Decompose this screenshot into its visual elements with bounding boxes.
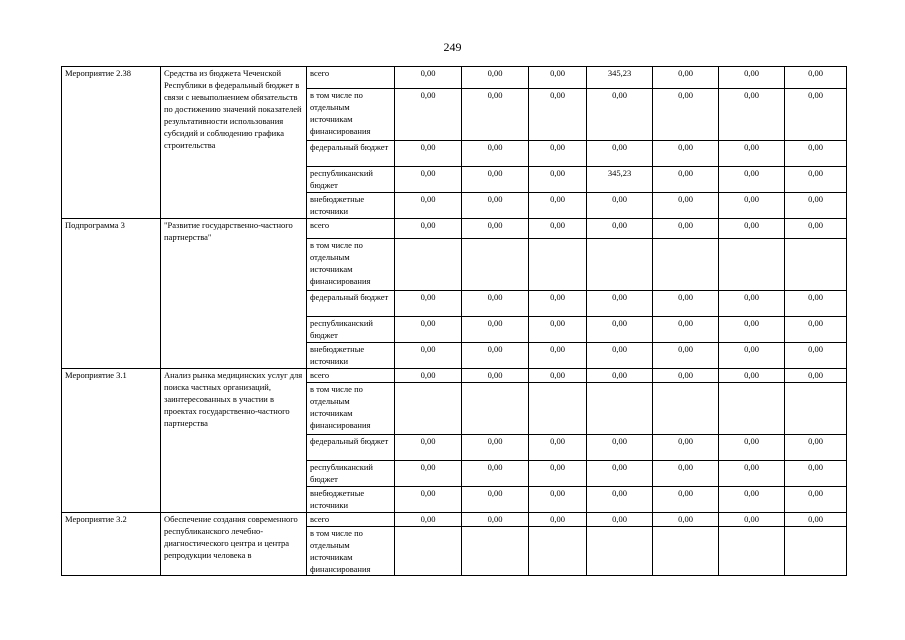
value-cell: 0,00 [529, 435, 587, 461]
value-cell: 0,00 [653, 193, 719, 219]
value-cell: 0,00 [529, 141, 587, 167]
value-cell: 0,00 [529, 291, 587, 317]
value-cell: 0,00 [395, 193, 462, 219]
value-cell [462, 239, 529, 291]
value-cell: 0,00 [719, 317, 785, 343]
value-cell: 0,00 [529, 67, 587, 89]
value-cell: 0,00 [395, 461, 462, 487]
value-cell: 0,00 [653, 291, 719, 317]
value-cell: 0,00 [719, 67, 785, 89]
value-cell: 0,00 [529, 461, 587, 487]
value-cell [529, 383, 587, 435]
value-cell: 0,00 [653, 435, 719, 461]
value-cell: 0,00 [719, 193, 785, 219]
program-description-cell: Средства из бюджета Чеченской Республики в федеральный бюджет в связи с невыполнением обязательств по достижению значений показателей результативности использования субсидий и соблюдению графика строительства [161, 67, 307, 219]
funding-source-cell: в том числе по отдельным источникам финансирования [307, 89, 395, 141]
value-cell: 0,00 [653, 369, 719, 383]
funding-source-cell: в том числе по отдельным источникам финансирования [307, 383, 395, 435]
value-cell [587, 383, 653, 435]
value-cell: 0,00 [462, 487, 529, 513]
value-cell: 0,00 [395, 67, 462, 89]
value-cell: 0,00 [529, 219, 587, 239]
funding-source-cell: всего [307, 513, 395, 527]
value-cell: 0,00 [529, 343, 587, 369]
value-cell [529, 527, 587, 576]
value-cell: 0,00 [462, 435, 529, 461]
value-cell: 0,00 [785, 141, 847, 167]
value-cell: 0,00 [462, 369, 529, 383]
value-cell: 0,00 [653, 167, 719, 193]
program-description-cell: Обеспечение создания современного республиканского лечебно-диагностического центра и центра репродукции человека в [161, 513, 307, 576]
funding-source-cell: республиканский бюджет [307, 317, 395, 343]
value-cell: 0,00 [785, 513, 847, 527]
value-cell: 0,00 [653, 513, 719, 527]
value-cell: 0,00 [462, 513, 529, 527]
value-cell [395, 383, 462, 435]
funding-source-cell: федеральный бюджет [307, 291, 395, 317]
value-cell: 0,00 [587, 219, 653, 239]
value-cell: 0,00 [785, 487, 847, 513]
value-cell: 0,00 [395, 513, 462, 527]
value-cell: 0,00 [785, 343, 847, 369]
funding-source-cell: внебюджетные источники [307, 193, 395, 219]
value-cell: 0,00 [785, 435, 847, 461]
value-cell: 0,00 [719, 291, 785, 317]
value-cell: 0,00 [719, 343, 785, 369]
page-number: 249 [443, 40, 462, 54]
value-cell: 0,00 [719, 369, 785, 383]
value-cell [653, 239, 719, 291]
value-cell: 0,00 [785, 219, 847, 239]
value-cell [395, 239, 462, 291]
funding-source-cell: республиканский бюджет [307, 461, 395, 487]
value-cell: 0,00 [785, 89, 847, 141]
value-cell [587, 527, 653, 576]
value-cell: 0,00 [462, 219, 529, 239]
value-cell: 0,00 [395, 369, 462, 383]
value-cell [785, 239, 847, 291]
value-cell [785, 527, 847, 576]
table-row [62, 219, 847, 239]
funding-source-cell: всего [307, 67, 395, 89]
program-name-cell: Мероприятие 2.38 [62, 67, 161, 219]
funding-source-cell: федеральный бюджет [307, 435, 395, 461]
value-cell: 0,00 [653, 219, 719, 239]
value-cell: 0,00 [395, 141, 462, 167]
value-cell: 0,00 [653, 67, 719, 89]
value-cell: 0,00 [395, 89, 462, 141]
value-cell [529, 239, 587, 291]
value-cell: 0,00 [462, 167, 529, 193]
value-cell: 0,00 [587, 317, 653, 343]
value-cell: 0,00 [395, 291, 462, 317]
value-cell: 0,00 [719, 141, 785, 167]
value-cell: 0,00 [462, 193, 529, 219]
value-cell: 0,00 [395, 317, 462, 343]
program-name-cell: Мероприятие 3.1 [62, 369, 161, 513]
value-cell [462, 527, 529, 576]
value-cell: 0,00 [395, 219, 462, 239]
value-cell: 0,00 [785, 291, 847, 317]
value-cell [653, 527, 719, 576]
value-cell: 0,00 [462, 461, 529, 487]
value-cell: 0,00 [462, 291, 529, 317]
funding-source-cell: в том числе по отдельным источникам финансирования [307, 527, 395, 576]
value-cell [719, 239, 785, 291]
value-cell: 0,00 [653, 487, 719, 513]
financing-table [61, 66, 847, 576]
value-cell: 0,00 [587, 193, 653, 219]
value-cell: 0,00 [785, 67, 847, 89]
value-cell [719, 383, 785, 435]
value-cell: 0,00 [719, 167, 785, 193]
value-cell [653, 383, 719, 435]
value-cell: 345,23 [587, 67, 653, 89]
value-cell: 0,00 [529, 317, 587, 343]
value-cell: 0,00 [587, 487, 653, 513]
value-cell: 0,00 [653, 317, 719, 343]
table-row [62, 369, 847, 383]
value-cell: 0,00 [587, 513, 653, 527]
value-cell: 0,00 [529, 369, 587, 383]
value-cell: 0,00 [785, 167, 847, 193]
value-cell [785, 383, 847, 435]
value-cell: 0,00 [785, 193, 847, 219]
value-cell: 0,00 [462, 141, 529, 167]
value-cell: 0,00 [587, 435, 653, 461]
value-cell: 0,00 [653, 343, 719, 369]
value-cell: 0,00 [785, 317, 847, 343]
value-cell: 0,00 [587, 89, 653, 141]
value-cell [462, 383, 529, 435]
funding-source-cell: внебюджетные источники [307, 487, 395, 513]
value-cell: 0,00 [587, 369, 653, 383]
table-row [62, 67, 847, 89]
value-cell: 0,00 [719, 513, 785, 527]
value-cell: 0,00 [529, 193, 587, 219]
value-cell: 0,00 [395, 487, 462, 513]
program-description-cell: Анализ рынка медицинских услуг для поиска частных организаций, заинтересованных в участии в проектах государственно-частного партнерства [161, 369, 307, 513]
funding-source-cell: в том числе по отдельным источникам финансирования [307, 239, 395, 291]
funding-source-cell: всего [307, 219, 395, 239]
value-cell: 0,00 [529, 513, 587, 527]
value-cell: 0,00 [587, 291, 653, 317]
value-cell: 0,00 [529, 89, 587, 141]
table-row [62, 513, 847, 527]
value-cell: 0,00 [529, 167, 587, 193]
value-cell: 345,23 [587, 167, 653, 193]
value-cell: 0,00 [719, 435, 785, 461]
value-cell: 0,00 [653, 141, 719, 167]
value-cell: 0,00 [719, 487, 785, 513]
funding-source-cell: всего [307, 369, 395, 383]
value-cell: 0,00 [462, 89, 529, 141]
value-cell: 0,00 [395, 167, 462, 193]
value-cell: 0,00 [653, 89, 719, 141]
value-cell: 0,00 [395, 435, 462, 461]
value-cell: 0,00 [395, 343, 462, 369]
funding-source-cell: федеральный бюджет [307, 141, 395, 167]
program-name-cell: Подпрограмма 3 [62, 219, 161, 369]
value-cell: 0,00 [587, 343, 653, 369]
value-cell: 0,00 [653, 461, 719, 487]
funding-source-cell: внебюджетные источники [307, 343, 395, 369]
value-cell: 0,00 [785, 369, 847, 383]
program-name-cell: Мероприятие 3.2 [62, 513, 161, 576]
table-body [62, 67, 847, 576]
value-cell: 0,00 [462, 67, 529, 89]
value-cell: 0,00 [719, 219, 785, 239]
value-cell: 0,00 [529, 487, 587, 513]
value-cell: 0,00 [462, 317, 529, 343]
value-cell [587, 239, 653, 291]
program-description-cell: "Развитие государственно-частного партнерства" [161, 219, 307, 369]
funding-source-cell: республиканский бюджет [307, 167, 395, 193]
value-cell: 0,00 [462, 343, 529, 369]
value-cell: 0,00 [587, 461, 653, 487]
value-cell [395, 527, 462, 576]
value-cell [719, 527, 785, 576]
value-cell: 0,00 [719, 461, 785, 487]
value-cell: 0,00 [785, 461, 847, 487]
value-cell: 0,00 [587, 141, 653, 167]
value-cell: 0,00 [719, 89, 785, 141]
